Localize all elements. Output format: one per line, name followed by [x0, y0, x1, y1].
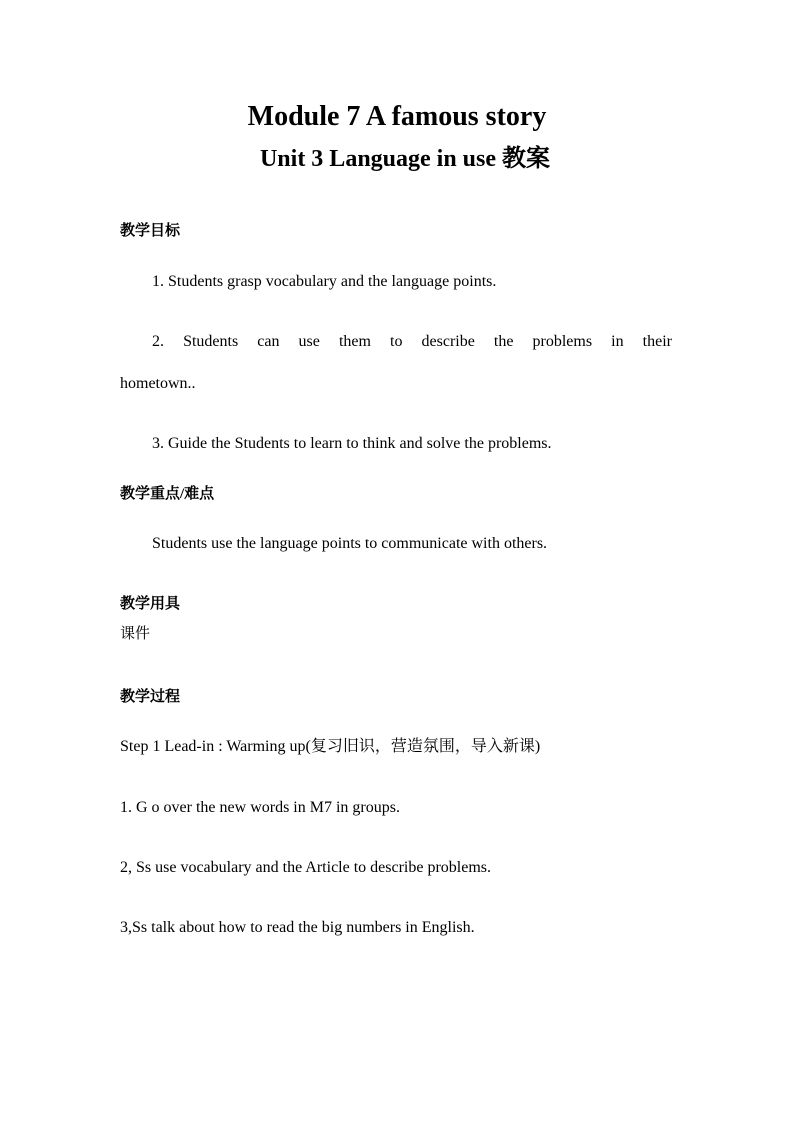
objective-item-3: 3. Guide the Students to learn to think and solve the problems.	[152, 435, 552, 452]
objective-item-1: 1. Students grasp vocabulary and the language points.	[152, 273, 497, 290]
objectives-heading: 教学目标	[120, 223, 181, 239]
objective-item-2-line-2: hometown..	[120, 375, 196, 392]
objective-item-2-line-1: 2. Students can use them to describe the problems in their	[152, 333, 672, 350]
document-subtitle: Unit 3 Language in use 教案	[259, 146, 551, 172]
materials-text: 课件	[120, 626, 151, 642]
process-item-1: 1. G o over the new words in M7 in groups.	[120, 799, 400, 816]
key-points-text: Students use the language points to communicate with others.	[152, 535, 548, 552]
process-heading: 教学过程	[120, 689, 181, 705]
process-item-2: 2, Ss use vocabulary and the Article to describe problems.	[120, 859, 492, 876]
materials-heading: 教学用具	[120, 596, 181, 612]
process-item-3: 3,Ss talk about how to read the big numbers in English.	[120, 919, 475, 936]
process-step-1: Step 1 Lead-in : Warming up(复习旧识，营造氛围，导入新课)	[120, 738, 541, 755]
key-points-heading: 教学重点/难点	[120, 486, 215, 502]
document-title: Module 7 A famous story	[247, 101, 547, 132]
